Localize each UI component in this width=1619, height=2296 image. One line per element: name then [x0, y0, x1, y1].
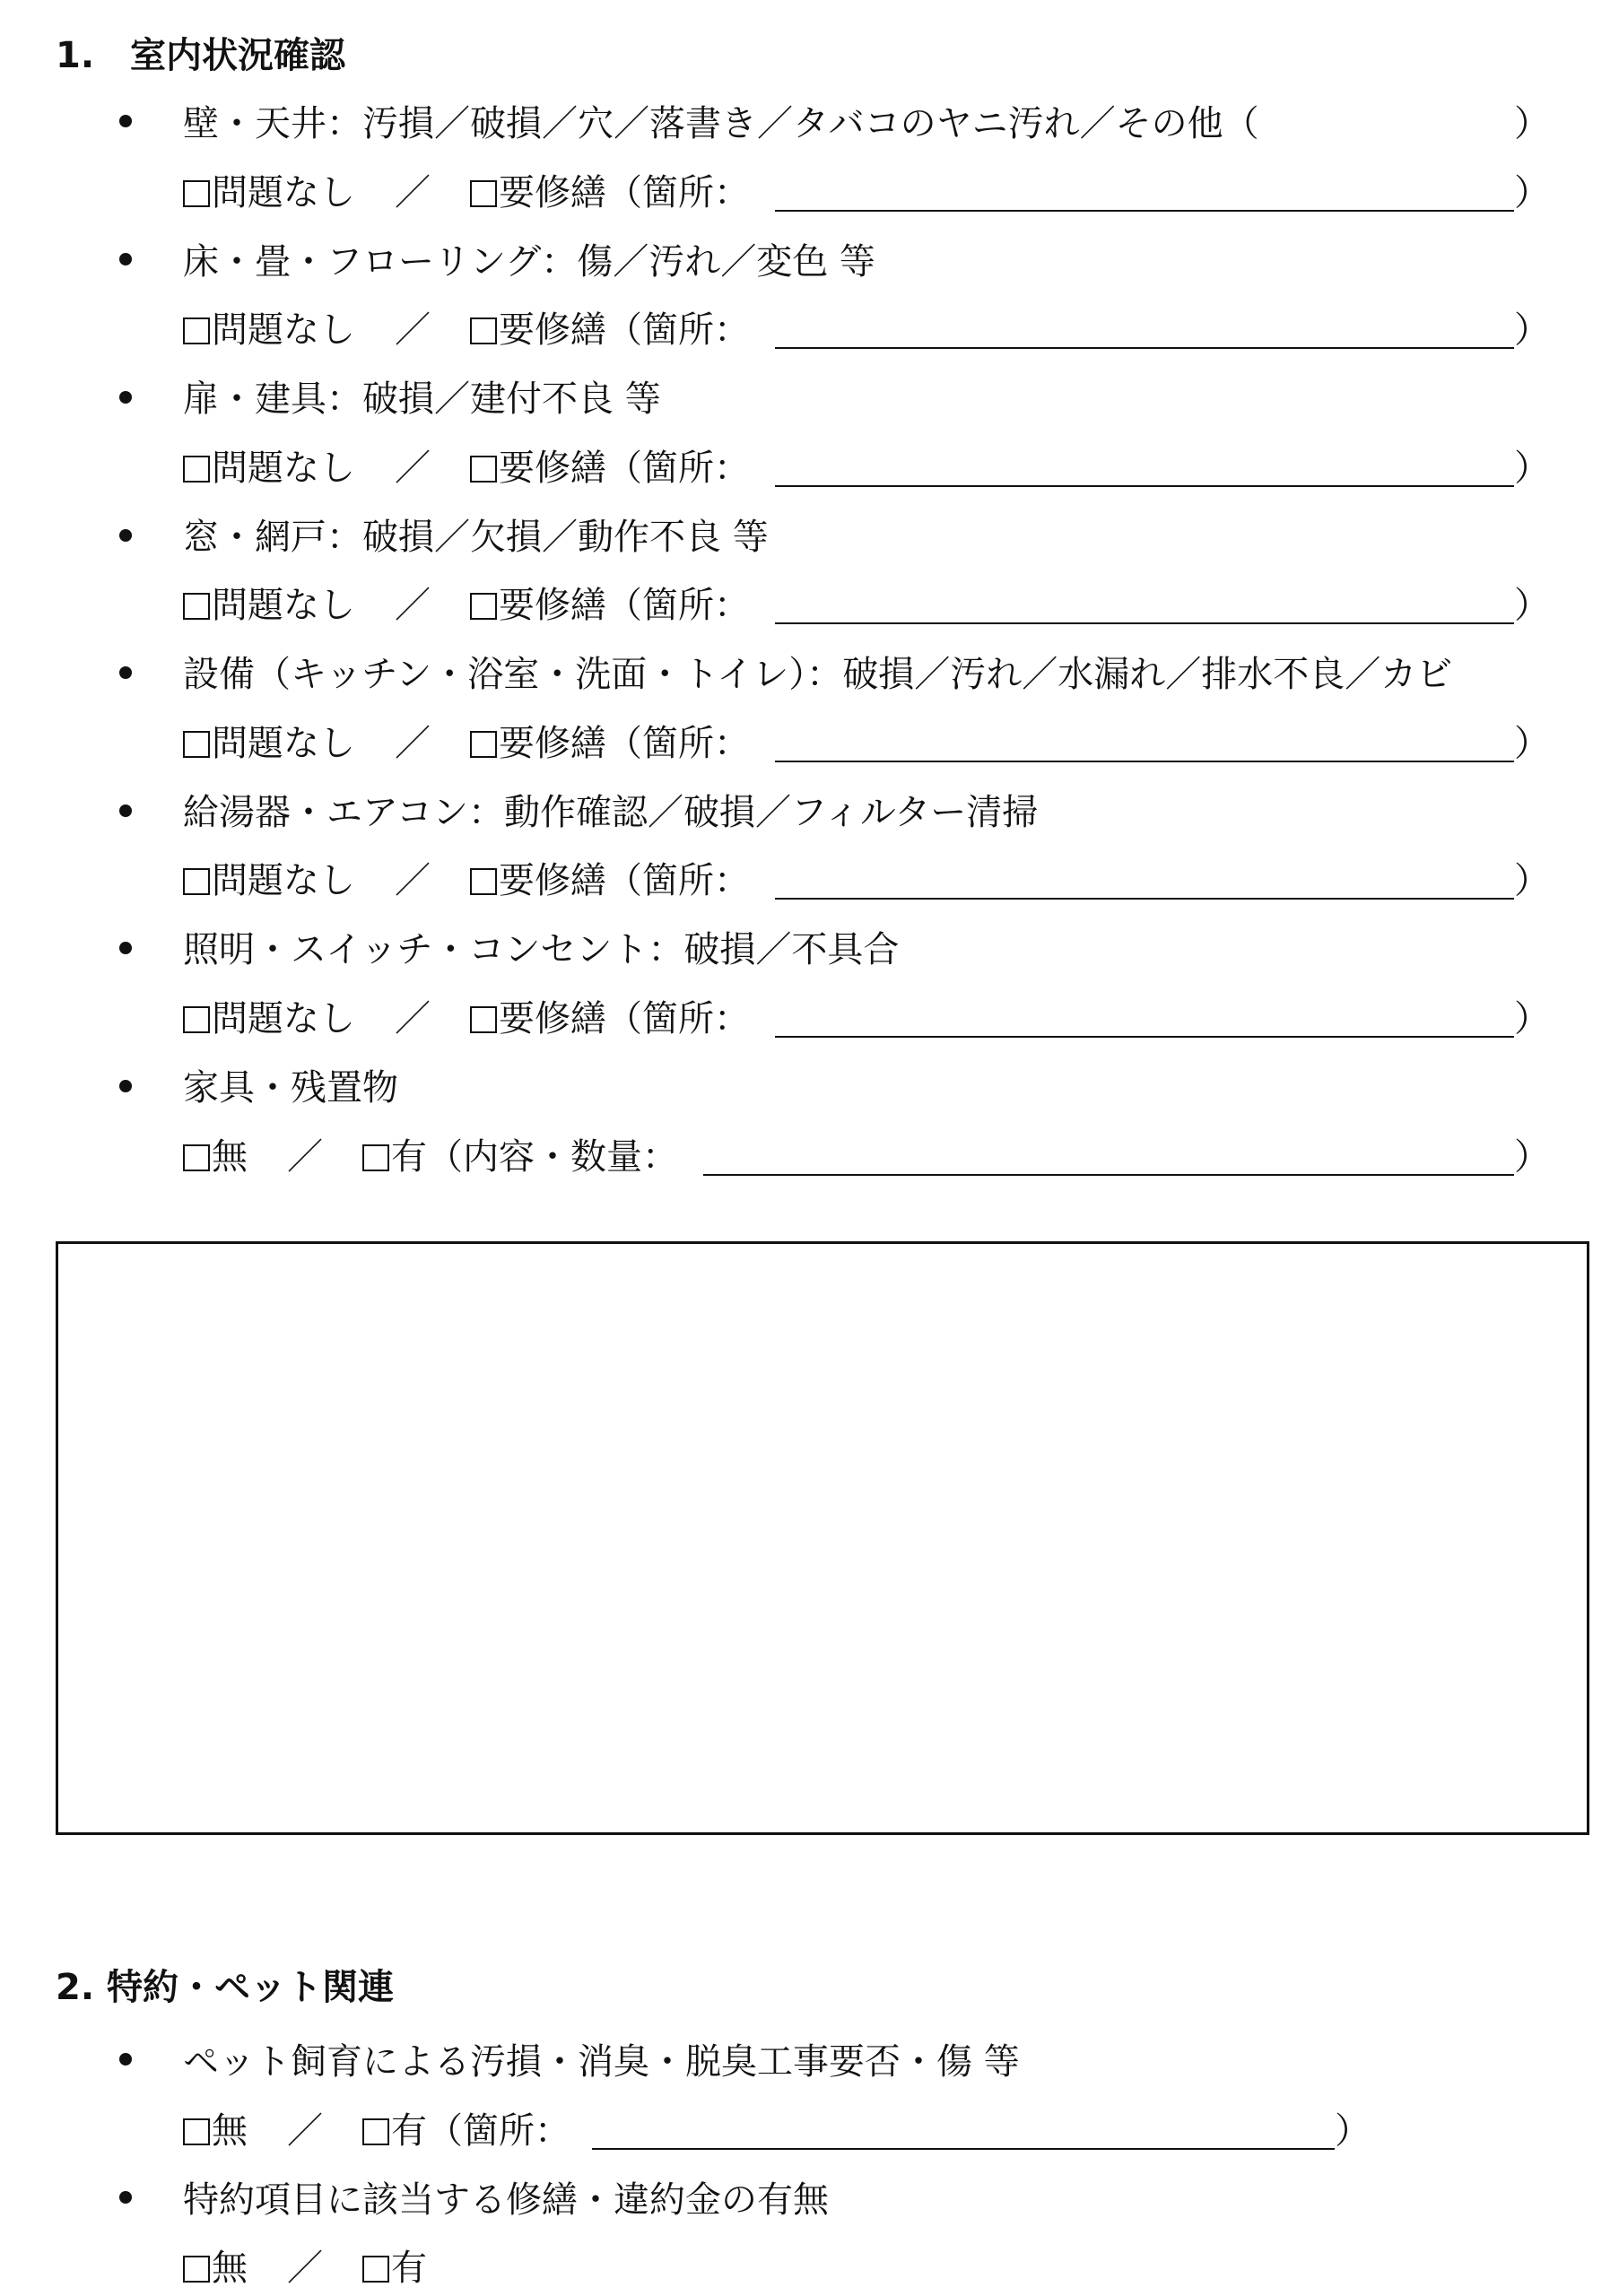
bullet: [119, 2191, 132, 2204]
slash: ／: [395, 723, 431, 764]
close-paren: ）: [1335, 2110, 1371, 2152]
checkbox-repair[interactable]: [470, 456, 497, 483]
option-exists-label: 有: [391, 2248, 427, 2289]
bullet: [119, 2053, 132, 2066]
option-repair-label: 要修繕（箇所：: [499, 448, 750, 489]
checkbox-ok[interactable]: [183, 180, 210, 207]
slash: ／: [287, 2110, 323, 2152]
checkbox-repair[interactable]: [470, 1006, 497, 1033]
slash: ／: [395, 860, 431, 901]
item-options-row: [183, 2239, 427, 2291]
location-blank-field[interactable]: [775, 210, 1514, 212]
item-pet: ペット飼育による汚損・消臭・脱臭工事要否・傷 等: [183, 2041, 1020, 2083]
content-quantity-blank-field[interactable]: [703, 1174, 1514, 1176]
item-wall-ceiling: 壁・天井：汚損／破損／穴／落書き／タバコのヤニ汚れ／その他（: [183, 103, 1259, 144]
option-repair-label: 要修繕（箇所：: [499, 585, 750, 626]
close-paren: ）: [1514, 998, 1550, 1039]
close-paren: ）: [1514, 1136, 1550, 1178]
location-blank-field[interactable]: [775, 622, 1514, 624]
checkbox-exists[interactable]: [362, 1144, 389, 1171]
close-paren: ）: [1514, 585, 1550, 626]
close-paren: ）: [1514, 448, 1550, 489]
checkbox-repair[interactable]: [470, 180, 497, 207]
item-water-heater-aircon: 給湯器・エアコン：動作確認／破損／フィルター清掃: [183, 792, 1039, 833]
option-exists-label: 有（箇所：: [391, 2110, 570, 2152]
item-options-row: [183, 2102, 570, 2153]
location-blank-field[interactable]: [775, 347, 1514, 349]
checkbox-exists[interactable]: [362, 2118, 389, 2145]
slash: ／: [395, 172, 431, 213]
checkbox-repair[interactable]: [470, 593, 497, 620]
notes-box[interactable]: [56, 1241, 1589, 1835]
item-options-row: [183, 164, 750, 215]
option-ok-label: 問題なし: [212, 448, 355, 489]
item-special-terms: 特約項目に該当する修繕・違約金の有無: [183, 2179, 829, 2221]
location-blank-field[interactable]: [775, 761, 1514, 762]
slash: ／: [287, 2248, 323, 2289]
location-blank-field[interactable]: [775, 485, 1514, 487]
option-ok-label: 問題なし: [212, 723, 355, 764]
bullet: [119, 942, 132, 954]
checkbox-ok[interactable]: [183, 868, 210, 895]
item-furniture: 家具・残置物: [183, 1067, 398, 1109]
item-options-row: [183, 715, 750, 766]
checkbox-repair[interactable]: [470, 317, 497, 344]
slash: ／: [395, 448, 431, 489]
location-blank-field[interactable]: [775, 898, 1514, 900]
item-options-row: [183, 301, 750, 352]
option-repair-label: 要修繕（箇所：: [499, 998, 750, 1039]
option-repair-label: 要修繕（箇所：: [499, 309, 750, 351]
item-floor: 床・畳・フローリング：傷／汚れ／変色 等: [183, 241, 875, 283]
option-none-label: 無: [212, 1136, 248, 1178]
section2-title: 2. 特約・ペット関連: [56, 1967, 394, 2008]
option-repair-label: 要修繕（箇所：: [499, 860, 750, 901]
item-lighting: 照明・スイッチ・コンセント：破損／不具合: [183, 929, 900, 970]
item-options-row: [183, 852, 750, 903]
checkbox-repair[interactable]: [470, 868, 497, 895]
slash: ／: [287, 1136, 323, 1178]
close-paren: ）: [1514, 723, 1550, 764]
option-ok-label: 問題なし: [212, 309, 355, 351]
item-options-row: [183, 439, 750, 491]
item-options-row: [183, 577, 750, 628]
location-blank-field[interactable]: [592, 2148, 1335, 2150]
option-ok-label: 問題なし: [212, 998, 355, 1039]
checkbox-exists[interactable]: [362, 2256, 389, 2283]
slash: ／: [395, 309, 431, 351]
bullet: [119, 804, 132, 817]
checkbox-none[interactable]: [183, 2256, 210, 2283]
item-equipment: 設備（キッチン・浴室・洗面・トイレ）：破損／汚れ／水漏れ／排水不良／カビ: [183, 654, 1453, 695]
checkbox-ok[interactable]: [183, 1006, 210, 1033]
checkbox-ok[interactable]: [183, 731, 210, 758]
checkbox-none[interactable]: [183, 2118, 210, 2145]
bullet: [119, 391, 132, 404]
checkbox-none[interactable]: [183, 1144, 210, 1171]
option-none-label: 無: [212, 2110, 248, 2152]
checkbox-ok[interactable]: [183, 317, 210, 344]
close-paren: ）: [1514, 860, 1550, 901]
section1-title: 1. 室内状況確認: [56, 35, 346, 76]
bullet: [119, 253, 132, 265]
item-options-row: [183, 990, 750, 1041]
bullet: [119, 666, 132, 679]
checkbox-ok[interactable]: [183, 456, 210, 483]
option-exists-label: 有（内容・数量：: [391, 1136, 678, 1178]
checkbox-ok[interactable]: [183, 593, 210, 620]
option-repair-label: 要修繕（箇所：: [499, 172, 750, 213]
option-ok-label: 問題なし: [212, 585, 355, 626]
close-paren: ）: [1514, 172, 1550, 213]
slash: ／: [395, 585, 431, 626]
close-paren: ）: [1514, 103, 1550, 144]
bullet: [119, 1080, 132, 1092]
item-windows: 窓・網戸：破損／欠損／動作不良 等: [183, 517, 769, 558]
item-doors: 扉・建具：破損／建付不良 等: [183, 378, 661, 420]
option-ok-label: 問題なし: [212, 860, 355, 901]
item-options-row: [183, 1128, 678, 1179]
bullet: [119, 115, 132, 127]
option-ok-label: 問題なし: [212, 172, 355, 213]
slash: ／: [395, 998, 431, 1039]
option-none-label: 無: [212, 2248, 248, 2289]
bullet: [119, 529, 132, 542]
location-blank-field[interactable]: [775, 1036, 1514, 1038]
option-repair-label: 要修繕（箇所：: [499, 723, 750, 764]
checkbox-repair[interactable]: [470, 731, 497, 758]
close-paren: ）: [1514, 309, 1550, 351]
